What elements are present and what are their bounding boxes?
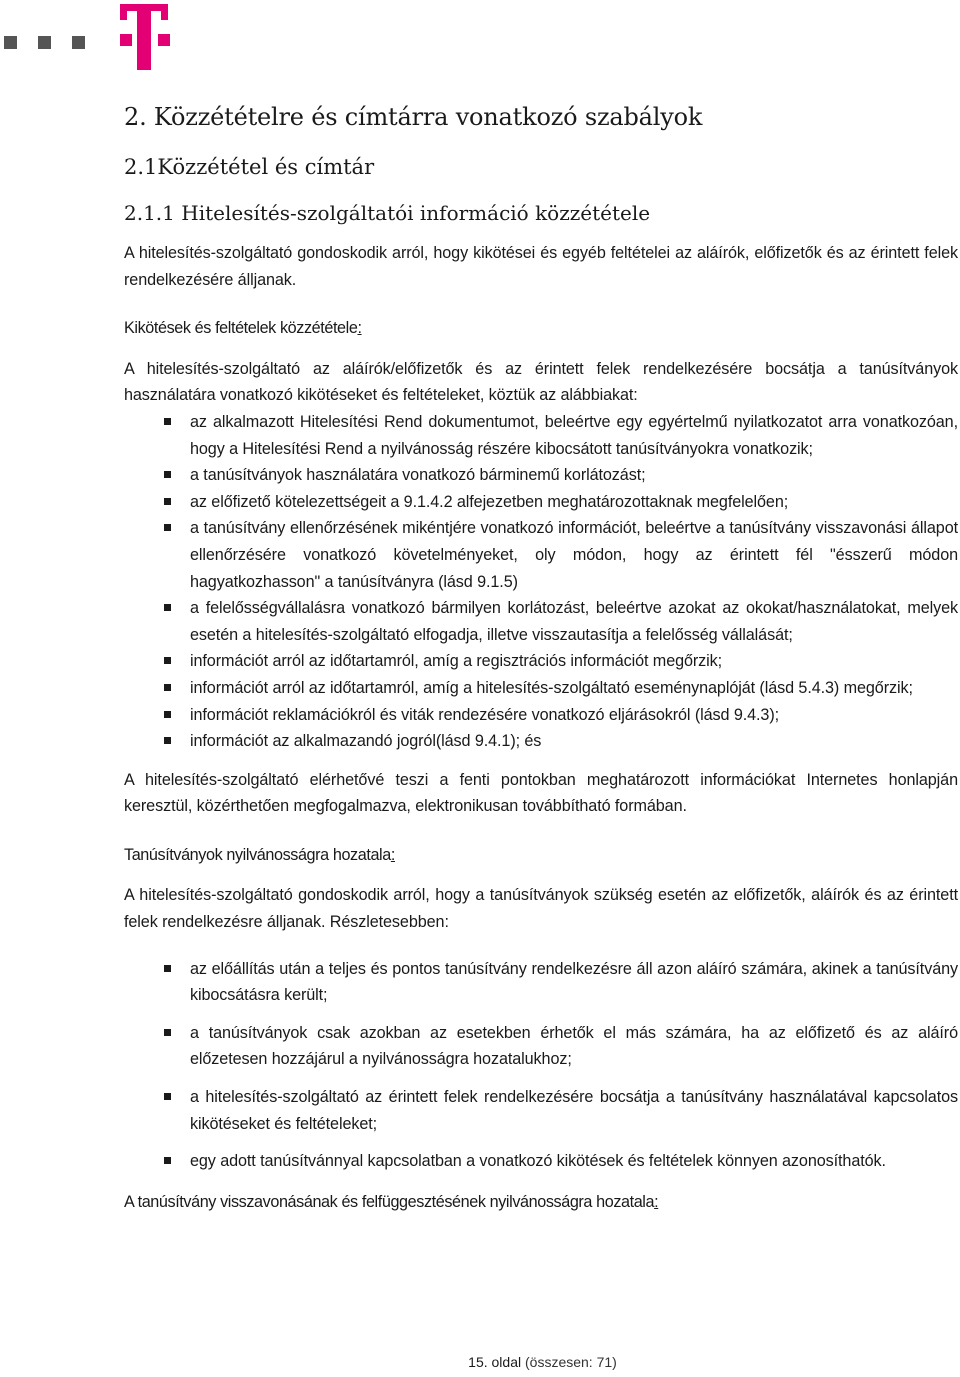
page-total: (összesen: 71) — [521, 1354, 617, 1370]
bullet-square-icon — [164, 684, 171, 691]
bullet-square-icon — [164, 1029, 171, 1036]
list-item — [0, 1084, 958, 1137]
telekom-t-logo-icon — [116, 4, 176, 72]
bullet-square-icon — [164, 524, 171, 531]
list-item-text: információt arról az időtartamról, amíg a hitelesítés-szolgáltató eseménynaplóját (lásd 5.4.3) megőrzik; — [190, 678, 913, 697]
section-title-colon: : — [654, 1192, 659, 1211]
section-title — [124, 1189, 958, 1216]
section-title-colon: : — [357, 319, 362, 338]
intro-paragraph: A hitelesítés-szolgáltató gondoskodik arról, hogy kikötései és egyéb feltételei az aláírók, előfizetők és az érintett felek rendelkezésére álljanak. — [124, 244, 958, 289]
bullet-square-icon — [164, 471, 171, 478]
document-body — [124, 100, 958, 1215]
page-footer — [0, 1354, 960, 1370]
section-title-text: A tanúsítvány visszavonásának és felfüggesztésének nyilvánosságra hozatala — [124, 1192, 655, 1211]
bullet-square-icon — [164, 657, 171, 664]
heading-level-3: 2.1.1 Hitelesítés-szolgáltatói információ közzététele — [124, 201, 651, 225]
list-item-text: a tanúsítvány ellenőrzésének mikéntjére vonatkozó információt, beleértve a tanúsítvány visszavonási állapot ellenőrzésére vonatkozó követelményeket, oly módon, hogy az érintett fél "ésszerű módon hagyatkozhasson" a tanúsítványra (lásd 9.1.5) — [190, 519, 958, 591]
list-item-text: a tanúsítványok használatára vonatkozó bárminemű korlátozást; — [190, 466, 646, 485]
list-item — [0, 489, 958, 516]
list-item-text: az előállítás után a teljes és pontos tanúsítvány rendelkezésre áll azon aláíró számára, akinek a tanúsítvány kibocsátásra került; — [190, 959, 958, 1005]
list-item — [0, 956, 958, 1009]
bullet-square-icon — [164, 418, 171, 425]
bullet-list — [124, 956, 958, 1175]
list-item-text: információt az alkalmazandó jogról(lásd 9.4.1); és — [190, 732, 542, 751]
list-item-text: információt arról az időtartamról, amíg a regisztrációs információt megőrzik; — [190, 652, 723, 671]
bullet-square-icon — [164, 1157, 171, 1164]
list-item — [0, 648, 958, 675]
list-item — [0, 702, 958, 729]
list-item-text: a felelősségvállalásra vonatkozó bármilyen korlátozást, beleértve azokat az okokat/használatokat, melyek esetén a hitelesítés-szolgáltató elfogadja, illetve visszautasítja a felelősség vállalását; — [190, 599, 958, 644]
header-dot — [38, 36, 51, 49]
bullet-square-icon — [164, 965, 171, 972]
list-item-text: a tanúsítványok csak azokban az esetekben érhetők el más számára, ha az előfizető és az aláíró előzetesen hozzájárul a nyilvánosságra hozatalukhoz; — [190, 1023, 958, 1069]
page-number: 15. oldal — [468, 1354, 522, 1370]
section-title — [124, 315, 958, 342]
section-lead: A hitelesítés-szolgáltató gondoskodik arról, hogy a tanúsítványok szükség esetén az előfizetők, aláírók és az érintett felek rendelkezésre álljanak. Részletesebben: — [124, 886, 958, 932]
list-item — [0, 728, 958, 755]
bullet-square-icon — [164, 498, 171, 505]
bullet-square-icon — [164, 1093, 171, 1100]
list-item-text: az előfizető kötelezettségeit a 9.1.4.2 alfejezetben meghatározottaknak megfelelően; — [190, 492, 789, 511]
list-item-text: az alkalmazott Hitelesítési Rend dokumentumot, beleértve egy egyértelmű nyilatkozatot arra vonatkozóan, hogy a Hitelesítési Rend a nyilvánosság részére kibocsátott tanúsítványokra vonatkozik; — [190, 412, 958, 458]
list-item — [0, 409, 958, 462]
list-item — [0, 1020, 958, 1073]
bullet-square-icon — [164, 711, 171, 718]
list-item-text: a hitelesítés-szolgáltató az érintett felek rendelkezésére bocsátja a tanúsítvány használatával kapcsolatos kikötéseket és feltételeket; — [190, 1088, 958, 1133]
section-title — [124, 842, 958, 869]
list-item — [0, 515, 958, 595]
list-item — [0, 1148, 958, 1175]
list-item — [0, 462, 958, 489]
bullet-list — [124, 409, 958, 755]
header-dot — [4, 36, 17, 49]
list-item — [0, 675, 958, 702]
section-lead: A hitelesítés-szolgáltató az aláírók/előfizetők és az érintett felek rendelkezésére bocsátja a tanúsítványok használatára vonatkozó kikötéseket és feltételeket, köztük az alábbiakat: — [124, 359, 958, 405]
list-item-text: információt reklamációkról és viták rendezésére vonatkozó eljárásokról (lásd 9.4.3); — [190, 705, 780, 724]
section-title-text: Kikötések és feltételek közzététele — [124, 319, 358, 338]
heading-level-2: 2.1Közzététel és címtár — [124, 155, 375, 179]
section-title-colon: : — [390, 845, 395, 864]
section-title-text: Tanúsítványok nyilvánosságra hozatala — [124, 845, 391, 864]
section-closing: A hitelesítés-szolgáltató elérhetővé teszi a fenti pontokban meghatározott információkat Internetes honlapján keresztül, közérthetően megfogalmazva, elektronikusan továbbítható formában. — [124, 770, 958, 816]
header-dot — [72, 36, 85, 49]
list-item-text: egy adott tanúsítvánnyal kapcsolatban a vonatkozó kikötések és feltételek könnyen azonosíthatók. — [190, 1152, 886, 1171]
heading-level-1: 2. Közzétételre és címtárra vonatkozó szabályok — [124, 103, 703, 131]
bullet-square-icon — [164, 737, 171, 744]
bullet-square-icon — [164, 604, 171, 611]
page-header — [0, 0, 960, 80]
list-item — [0, 595, 958, 648]
